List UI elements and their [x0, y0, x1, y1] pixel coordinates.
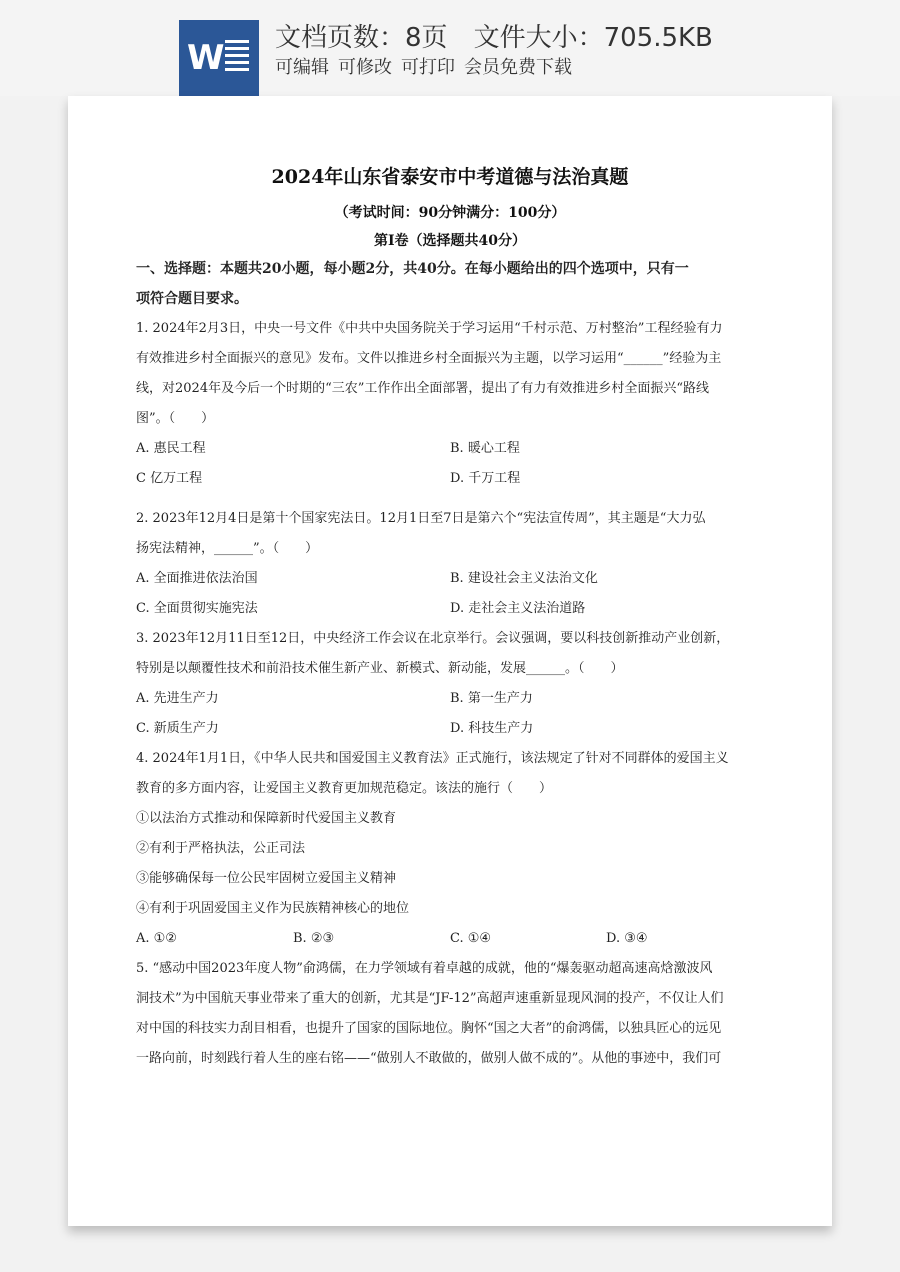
question-5-line-1: 5. “感动中国2023年度人物”俞鸿儒，在力学领域有着卓越的成就，他的“爆轰驱动超高速高焓激波风: [136, 961, 713, 976]
question-3-option-d: D. 科技生产力: [450, 721, 534, 736]
document-page: [68, 96, 832, 1226]
word-icon-lines: [225, 40, 249, 75]
file-size: 文件大小：705.5KB: [473, 23, 713, 53]
question-5-line-4: 一路向前，时刻践行着人生的座右铭——“做别人不敢做的，做别人做不成的”。从他的事迹中，我们可: [136, 1051, 722, 1066]
feature-modifiable: 可修改: [338, 57, 392, 78]
question-2-option-d: D. 走社会主义法治道路: [450, 601, 586, 616]
instructions-line-1: 一、选择题：本题共20小题，每小题2分，共40分。在每小题给出的四个选项中，只有一: [136, 261, 689, 277]
question-4-line-1: 4. 2024年1月1日，《中华人民共和国爱国主义教育法》正式施行，该法规定了针对不同群体的爱国主义: [136, 751, 729, 766]
question-2-line-2: 扬宪法精神，______”。（ ）: [136, 541, 319, 556]
question-4-option-d: D. ③④: [606, 931, 648, 946]
question-2-option-a: A. 全面推进依法治国: [136, 571, 258, 586]
question-4-option-b: B. ②③: [293, 931, 335, 946]
question-1-line-4: 图”。（ ）: [136, 411, 215, 426]
question-5-line-2: 洞技术”为中国航天事业带来了重大的创新，尤其是“JF-12”高超声速重新显现风洞的投产，不仅让人们: [136, 991, 724, 1006]
feature-printable: 可打印: [401, 57, 455, 78]
question-4-option-a: A. ①②: [136, 931, 177, 946]
question-2-option-c: C. 全面贯彻实施宪法: [136, 601, 258, 616]
feature-member-download: 会员免费下载: [464, 57, 572, 78]
instructions-line-2: 项符合题目要求。: [136, 291, 248, 307]
question-1-option-b: B. 暖心工程: [450, 441, 520, 456]
document-info-banner: [0, 0, 900, 96]
feature-editable: 可编辑: [275, 57, 329, 78]
document-stats: [275, 20, 713, 56]
section-heading: 第Ⅰ卷（选择题共40分）: [373, 233, 527, 249]
question-1-line-2: 有效推进乡村全面振兴的意见》发布。文件以推进乡村全面振兴为主题，以学习运用“______”经验为主: [136, 351, 722, 366]
question-5-line-3: 对中国的科技实力刮目相看，也提升了国家的国际地位。胸怀“国之大者”的俞鸿儒，以独具匠心的远见: [136, 1021, 722, 1036]
document-title: 2024年山东省泰安市中考道德与法治真题: [271, 166, 629, 188]
question-1-line-1: 1. 2024年2月3日，中央一号文件《中共中央国务院关于学习运用“千村示范、万村整治”工程经验有力: [136, 321, 723, 336]
page-count: 文档页数：8页: [275, 23, 448, 53]
question-4-statement-3: ③能够确保每一位公民牢固树立爱国主义精神: [136, 871, 397, 886]
question-2-option-b: B. 建设社会主义法治文化: [450, 571, 598, 586]
question-4-statement-4: ④有利于巩固爱国主义作为民族精神核心的地位: [136, 901, 410, 916]
question-4-option-c: C. ①④: [450, 931, 492, 946]
question-2-line-1: 2. 2023年12月4日是第十个国家宪法日。12月1日至7日是第六个“宪法宣传周”，其主题是“大力弘: [136, 511, 706, 526]
question-1-option-a: A. 惠民工程: [136, 441, 206, 456]
question-1-option-d: D. 千万工程: [450, 471, 521, 486]
document-features: [275, 56, 581, 80]
exam-duration: （考试时间：90分钟满分：100分）: [334, 205, 566, 221]
question-4-statement-2: ②有利于严格执法，公正司法: [136, 841, 306, 856]
question-3-line-1: 3. 2023年12月11日至12日，中央经济工作会议在北京举行。会议强调，要以科技创新推动产业创新，: [136, 631, 730, 646]
question-3-option-a: A. 先进生产力: [136, 691, 219, 706]
word-document-icon: [179, 20, 259, 96]
question-3-option-b: B. 第一生产力: [450, 691, 533, 706]
question-4-line-2: 教育的多方面内容，让爱国主义教育更加规范稳定。该法的施行（ ）: [136, 781, 553, 796]
question-4-statement-1: ①以法治方式推动和保障新时代爱国主义教育: [136, 811, 397, 826]
question-1-line-3: 线，对2024年及今后一个时期的“三农”工作作出全面部署，提出了有力有效推进乡村全面振兴“路线: [136, 381, 710, 396]
question-3-option-c: C. 新质生产力: [136, 721, 219, 736]
question-1-option-c: C 亿万工程: [136, 471, 203, 486]
question-3-line-2: 特别是以颠覆性技术和前沿技术催生新产业、新模式、新动能，发展______。（ ）: [136, 661, 624, 676]
word-icon-letter: W: [187, 38, 225, 78]
